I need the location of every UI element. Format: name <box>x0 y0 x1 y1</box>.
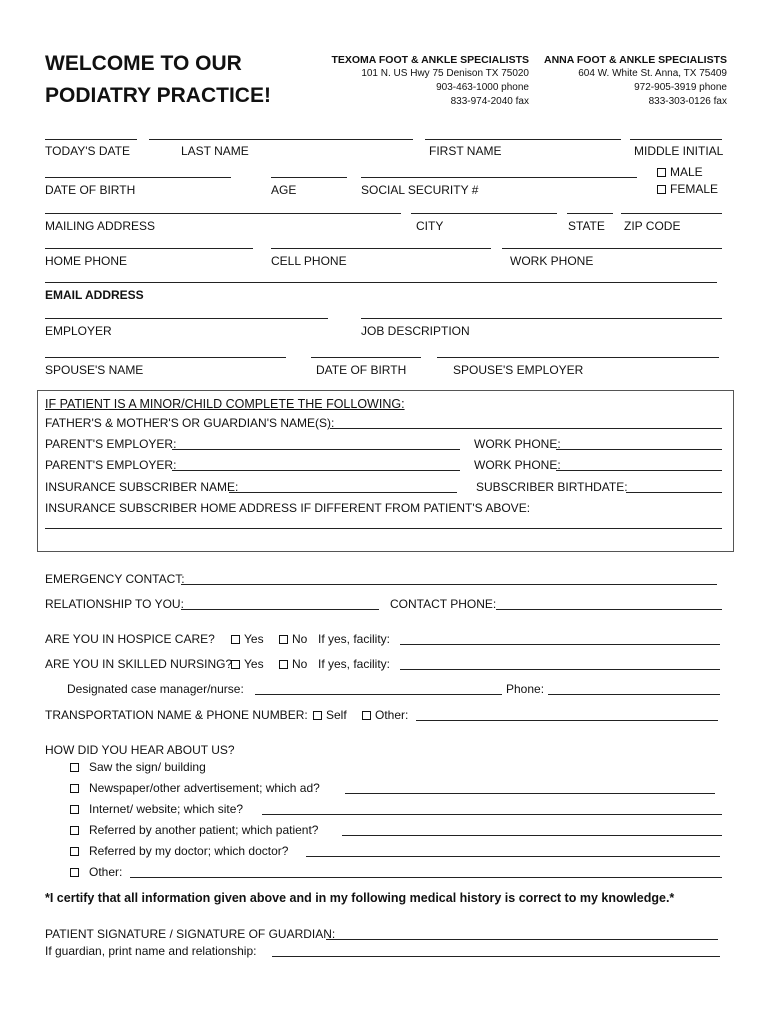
middle-initial-label: MIDDLE INITIAL <box>634 144 724 158</box>
work-phone-label: WORK PHONE <box>510 254 594 268</box>
email-label: EMAIL ADDRESS <box>45 288 144 302</box>
work-phone-field[interactable] <box>502 248 722 249</box>
parents-names-field[interactable] <box>330 428 722 429</box>
middle-initial-field[interactable] <box>630 139 722 140</box>
todays-date-label: TODAY'S DATE <box>45 144 130 158</box>
male-option[interactable]: MALE <box>657 165 703 179</box>
todays-date-field[interactable] <box>45 139 137 140</box>
employer-label: EMPLOYER <box>45 324 112 338</box>
spouse-name-label: SPOUSE'S NAME <box>45 363 144 377</box>
hospice-yes[interactable]: Yes <box>231 632 264 646</box>
referral-doctor-field[interactable] <box>306 856 720 857</box>
emergency-contact-label: EMERGENCY CONTACT: <box>45 572 185 586</box>
employer-field[interactable] <box>45 318 328 319</box>
transport-self-checkbox[interactable] <box>313 711 322 720</box>
referral-internet-checkbox[interactable] <box>70 805 79 814</box>
dob-label: DATE OF BIRTH <box>45 183 136 197</box>
state-field[interactable] <box>567 213 613 214</box>
first-name-field[interactable] <box>425 139 621 140</box>
age-label: AGE <box>271 183 297 197</box>
referral-option-internet[interactable]: Internet/ website; which site? <box>70 802 243 816</box>
referral-doctor-checkbox[interactable] <box>70 847 79 856</box>
spouse-employer-field[interactable] <box>437 357 719 358</box>
skilled-no-checkbox[interactable] <box>279 660 288 669</box>
referral-option-ad[interactable]: Newspaper/other advertisement; which ad? <box>70 781 320 795</box>
skilled-facility-label: If yes, facility: <box>318 657 391 671</box>
first-name-label: FIRST NAME <box>429 144 502 158</box>
transport-other-checkbox[interactable] <box>362 711 371 720</box>
skilled-no[interactable]: No <box>279 657 307 671</box>
city-label: CITY <box>416 219 444 233</box>
referral-ad-field[interactable] <box>345 793 715 794</box>
transportation-label: TRANSPORTATION NAME & PHONE NUMBER: <box>45 708 308 722</box>
parent-work-phone-label-1: WORK PHONE: <box>474 437 561 451</box>
zip-field[interactable] <box>621 213 722 214</box>
clinic-texoma: TEXOMA FOOT & ANKLE SPECIALISTS 101 N. US Hwy 75 Denison TX 75020 903-463-1000 phone 833-974-2040 fax <box>331 54 529 107</box>
parent-employer-field-2[interactable] <box>172 470 460 471</box>
job-description-label: JOB DESCRIPTION <box>361 324 470 338</box>
referral-patient-checkbox[interactable] <box>70 826 79 835</box>
case-manager-field[interactable] <box>255 694 502 695</box>
referral-heading: HOW DID YOU HEAR ABOUT US? <box>45 743 235 757</box>
age-field[interactable] <box>271 177 347 178</box>
parent-work-phone-field-1[interactable] <box>556 449 722 450</box>
parents-names-label: FATHER'S & MOTHER'S OR GUARDIAN'S NAME(S): <box>45 416 335 430</box>
referral-option-patient[interactable]: Referred by another patient; which patient? <box>70 823 318 837</box>
subscriber-name-label: INSURANCE SUBSCRIBER NAME: <box>45 480 239 494</box>
parent-employer-label-2: PARENT'S EMPLOYER: <box>45 458 177 472</box>
referral-ad-checkbox[interactable] <box>70 784 79 793</box>
guardian-label: If guardian, print name and relationship: <box>45 944 257 958</box>
contact-phone-field[interactable] <box>496 609 722 610</box>
referral-internet-field[interactable] <box>262 814 722 815</box>
referral-option-sign[interactable]: Saw the sign/ building <box>70 760 206 774</box>
relationship-field[interactable] <box>181 609 379 610</box>
female-option[interactable]: FEMALE <box>657 182 718 196</box>
patient-signature-label: PATIENT SIGNATURE / SIGNATURE OF GUARDIAN: <box>45 927 336 941</box>
dob-field[interactable] <box>45 177 231 178</box>
skilled-yes[interactable]: Yes <box>231 657 264 671</box>
clinic-anna: ANNA FOOT & ANKLE SPECIALISTS 604 W. White St. Anna, TX 75409 972-905-3919 phone 833-303-0126 fax <box>544 54 727 107</box>
subscriber-address-label: INSURANCE SUBSCRIBER HOME ADDRESS IF DIFFERENT FROM PATIENT'S ABOVE: <box>45 501 531 515</box>
home-phone-label: HOME PHONE <box>45 254 128 268</box>
hospice-label: ARE YOU IN HOSPICE CARE? <box>45 632 215 646</box>
state-label: STATE <box>568 219 605 233</box>
spouse-dob-field[interactable] <box>311 357 421 358</box>
parent-employer-label-1: PARENT'S EMPLOYER: <box>45 437 177 451</box>
emergency-contact-field[interactable] <box>181 584 717 585</box>
last-name-label: LAST NAME <box>181 144 249 158</box>
skilled-facility-field[interactable] <box>400 669 720 670</box>
contact-phone-label: CONTACT PHONE: <box>390 597 497 611</box>
skilled-yes-checkbox[interactable] <box>231 660 240 669</box>
city-field[interactable] <box>411 213 557 214</box>
guardian-field[interactable] <box>272 956 720 957</box>
home-phone-field[interactable] <box>45 248 253 249</box>
referral-other-field[interactable] <box>130 877 722 878</box>
mailing-address-label: MAILING ADDRESS <box>45 219 156 233</box>
relationship-label: RELATIONSHIP TO YOU: <box>45 597 184 611</box>
parent-work-phone-label-2: WORK PHONE: <box>474 458 561 472</box>
male-checkbox[interactable] <box>657 168 666 177</box>
cell-phone-label: CELL PHONE <box>271 254 347 268</box>
job-description-field[interactable] <box>361 318 722 319</box>
skilled-nursing-label: ARE YOU IN SKILLED NURSING? <box>45 657 233 671</box>
last-name-field[interactable] <box>149 139 413 140</box>
referral-option-other[interactable]: Other: <box>70 865 122 879</box>
email-field[interactable] <box>45 282 717 283</box>
spouse-employer-label: SPOUSE'S EMPLOYER <box>453 363 584 377</box>
transport-other-field[interactable] <box>416 720 718 721</box>
referral-sign-checkbox[interactable] <box>70 763 79 772</box>
spouse-dob-label: DATE OF BIRTH <box>316 363 407 377</box>
case-manager-phone-field[interactable] <box>548 694 720 695</box>
page-title: WELCOME TO OUR PODIATRY PRACTICE! <box>45 52 271 107</box>
subscriber-birthdate-label: SUBSCRIBER BIRTHDATE: <box>476 480 628 494</box>
subscriber-name-field[interactable] <box>229 492 457 493</box>
case-manager-phone-label: Phone: <box>506 682 545 696</box>
transport-self[interactable]: Self <box>313 708 347 722</box>
hospice-no-checkbox[interactable] <box>279 635 288 644</box>
zip-label: ZIP CODE <box>624 219 681 233</box>
subscriber-address-field[interactable] <box>45 528 722 529</box>
parent-work-phone-field-2[interactable] <box>556 470 722 471</box>
hospice-yes-checkbox[interactable] <box>231 635 240 644</box>
subscriber-birthdate-field[interactable] <box>626 492 722 493</box>
hospice-facility-label: If yes, facility: <box>318 632 391 646</box>
female-checkbox[interactable] <box>657 185 666 194</box>
minor-heading: IF PATIENT IS A MINOR/CHILD COMPLETE THE FOLLOWING: <box>45 397 405 411</box>
ssn-field[interactable] <box>361 177 637 178</box>
certification-statement: *I certify that all information given above and in my following medical history is correct to my knowledge.* <box>45 891 675 905</box>
ssn-label: SOCIAL SECURITY # <box>361 183 479 197</box>
transport-other[interactable]: Other: <box>362 708 408 722</box>
spouse-name-field[interactable] <box>45 357 286 358</box>
patient-signature-field[interactable] <box>326 939 718 940</box>
cell-phone-field[interactable] <box>271 248 491 249</box>
mailing-address-field[interactable] <box>45 213 401 214</box>
referral-other-checkbox[interactable] <box>70 868 79 877</box>
case-manager-label: Designated case manager/nurse: <box>67 682 244 696</box>
hospice-no[interactable]: No <box>279 632 307 646</box>
referral-patient-field[interactable] <box>342 835 722 836</box>
parent-employer-field-1[interactable] <box>172 449 460 450</box>
referral-option-doctor[interactable]: Referred by my doctor; which doctor? <box>70 844 288 858</box>
hospice-facility-field[interactable] <box>400 644 720 645</box>
